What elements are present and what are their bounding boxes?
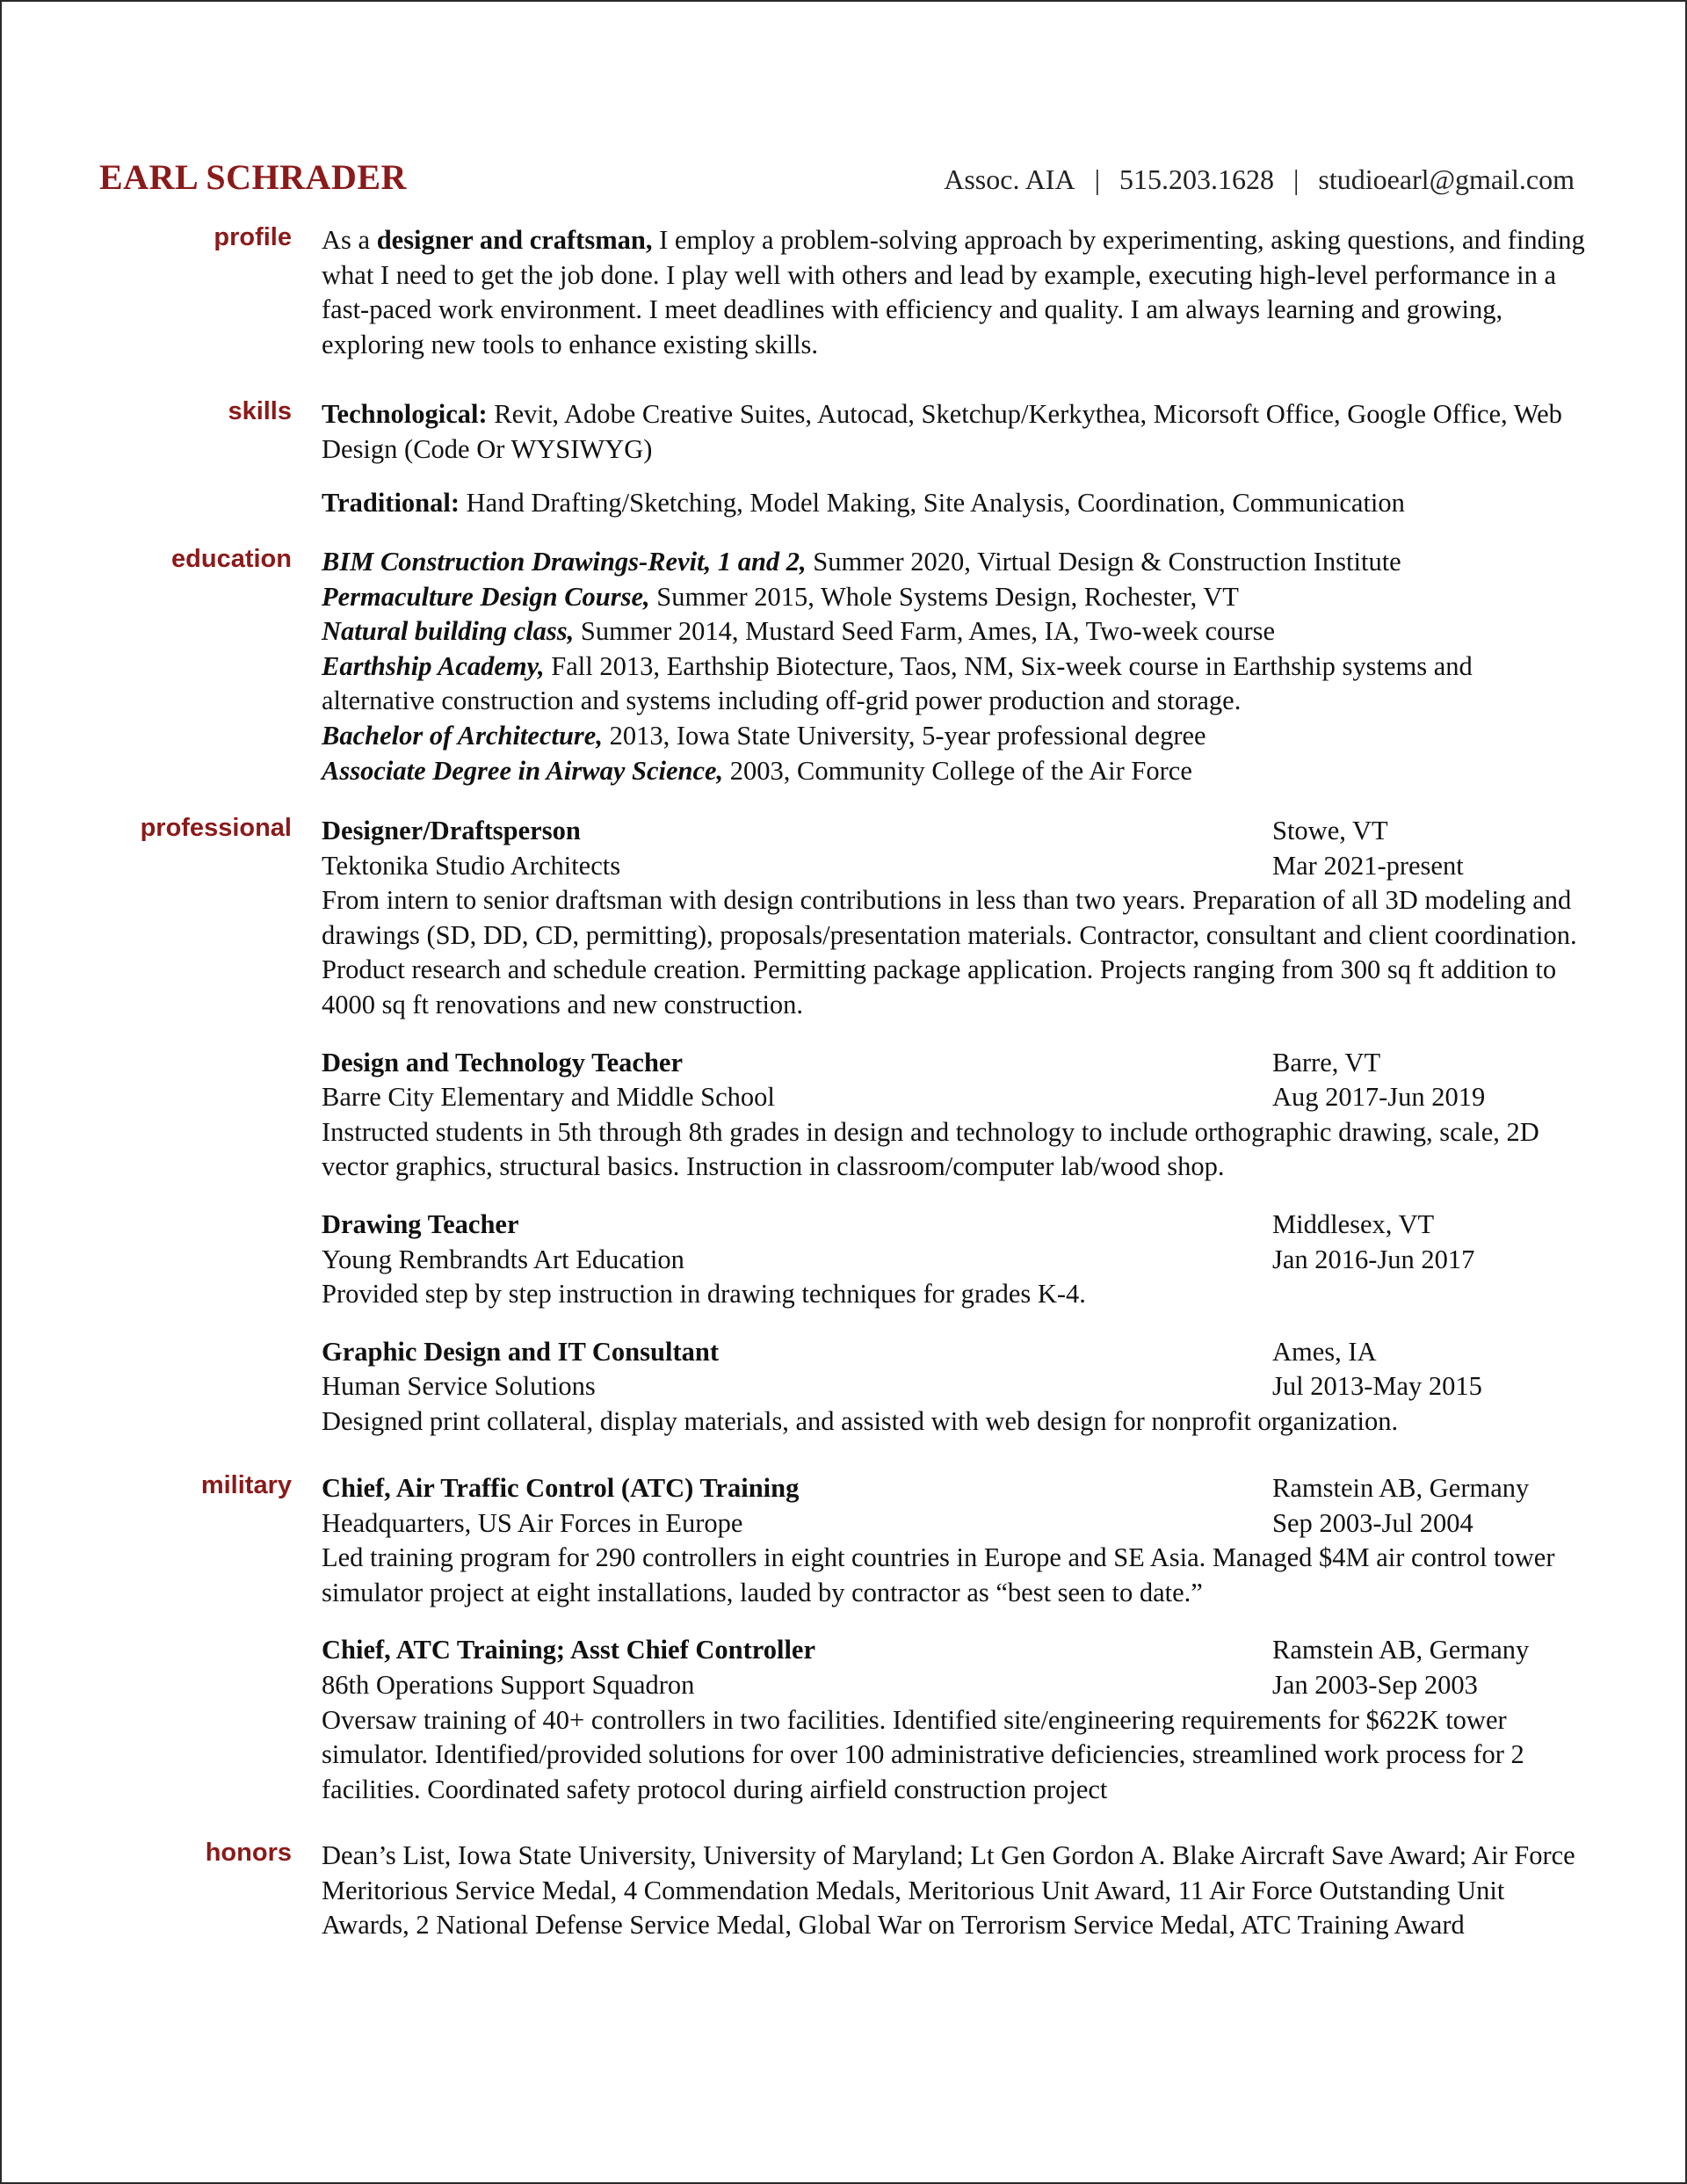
job-entry [322, 1633, 1587, 1807]
job-entry [322, 1046, 1587, 1185]
job-location: Ramstein AB, Germany [1272, 1473, 1530, 1503]
job-title: Chief, ATC Training; Asst Chief Controller [322, 1635, 816, 1665]
section-label-honors: honors [205, 1839, 292, 1867]
education-item: Permaculture Design Course, Summer 2015, Whole Systems Design, Rochester, VT [322, 581, 1239, 612]
education-item: Natural building class, Summer 2014, Mustard Seed Farm, Ames, IA, Two-week course [322, 616, 1276, 647]
job-organization: Young Rembrandts Art Education [322, 1244, 684, 1274]
education-content [322, 545, 1587, 788]
job-title: Drawing Teacher [322, 1208, 519, 1239]
job-organization: 86th Operations Support Squadron [322, 1669, 695, 1700]
credential: Assoc. AIA [944, 163, 1075, 195]
job-entry [322, 1335, 1587, 1440]
job-title: Chief, Air Traffic Control (ATC) Training [322, 1473, 800, 1503]
job-entry [322, 1208, 1587, 1312]
candidate-name: EARL SCHRADER [99, 157, 407, 197]
contact-separator: | [1292, 163, 1300, 195]
resume-header [99, 156, 1575, 198]
education-item: Associate Degree in Airway Science, 2003, Community College of the Air Force [322, 755, 1192, 786]
job-title: Graphic Design and IT Consultant [322, 1336, 719, 1367]
contact-line [944, 163, 1575, 196]
job-location: Ames, IA [1272, 1336, 1377, 1367]
job-dates: Jan 2003-Sep 2003 [1272, 1669, 1478, 1700]
skills-technological: Technological: Revit, Adobe Creative Suites, Autocad, Sketchup/Kerkythea, Micorsoft Office, Google Office, Web Design (Code Or WYSIWYG) [322, 399, 1562, 464]
profile-text: As a designer and craftsman, I employ a problem-solving approach by experimenting, asking questions, and finding what I need to get the job done. I play well with others and lead by example, executing high-level performance in a fast-paced work environment. I meet deadlines with efficiency and quality. I am always learning and growing, exploring new tools to enhance existing skills. [322, 225, 1585, 359]
skills-content [322, 397, 1587, 521]
section-label-skills: skills [228, 397, 292, 425]
job-dates: Aug 2017-Jun 2019 [1272, 1082, 1486, 1113]
job-description: Led training program for 290 controllers in eight countries in Europe and SE Asia. Managed $4M air control tower simulator project at eight installations, lauded by contractor as “best seen to date.” [322, 1542, 1555, 1607]
job-location: Middlesex, VT [1272, 1208, 1435, 1239]
job-organization: Barre City Elementary and Middle School [322, 1082, 775, 1113]
section-label-military: military [200, 1471, 292, 1499]
professional-content [322, 814, 1587, 1440]
profile-highlight: designer and craftsman, [376, 225, 653, 255]
email-address: studioearl@gmail.com [1318, 163, 1575, 195]
contact-separator: | [1094, 163, 1100, 195]
honors-content [322, 1839, 1587, 1943]
job-title: Design and Technology Teacher [322, 1047, 683, 1077]
profile-content [322, 223, 1587, 362]
military-content [322, 1471, 1587, 1807]
section-label-profile: profile [214, 223, 292, 251]
job-dates: Jul 2013-May 2015 [1272, 1371, 1482, 1402]
phone-number: 515.203.1628 [1119, 163, 1274, 195]
job-organization: Headquarters, US Air Forces in Europe [322, 1507, 743, 1538]
job-description: From intern to senior draftsman with design contributions in less than two years. Preparation of all 3D modeling and drawings (SD, DD, CD, permitting), proposals/presentation materials. Contractor, consultant and client coordination. Product research and schedule creation. Permitting package application. Projects ranging from 300 sq ft addition to 4000 sq ft renovations and new construction. [322, 885, 1577, 1019]
job-dates: Jan 2016-Jun 2017 [1272, 1244, 1475, 1274]
job-location: Stowe, VT [1272, 816, 1388, 845]
job-description: Instructed students in 5th through 8th grades in design and technology to include orthographic drawing, scale, 2D vector graphics, structural basics. Instruction in classroom/computer lab/wood shop. [322, 1116, 1539, 1182]
job-description: Provided step by step instruction in drawing techniques for grades K-4. [322, 1279, 1086, 1310]
skills-traditional: Traditional: Hand Drafting/Sketching, Model Making, Site Analysis, Coordination, Communication [322, 488, 1405, 519]
job-organization: Tektonika Studio Architects [322, 850, 621, 881]
job-entry [322, 1471, 1587, 1610]
education-item: BIM Construction Drawings-Revit, 1 and 2, Summer 2020, Virtual Design & Construction Institute [322, 547, 1401, 577]
honors-text: Dean’s List, Iowa State University, University of Maryland; Lt Gen Gordon A. Blake Aircraft Save Award; Air Force Meritorious Service Medal, 4 Commendation Medals, Meritorious Unit Award, 11 Air Force Outstanding Unit Awards, 2 National Defense Service Medal, Global War on Terrorism Service Medal, ATC Training Award [322, 1840, 1575, 1941]
job-description: Oversaw training of 40+ controllers in two facilities. Identified site/engineering requirements for $622K tower simulator. Identified/provided solutions for over 100 administrative deficiencies, streamlined work process for 2 facilities. Coordinated safety protocol during airfield construction project [322, 1704, 1524, 1804]
job-location: Ramstein AB, Germany [1272, 1635, 1530, 1665]
education-item: Bachelor of Architecture, 2013, Iowa State University, 5-year professional degree [322, 720, 1206, 751]
job-title: Designer/Draftsperson [322, 816, 581, 845]
job-dates: Sep 2003-Jul 2004 [1272, 1507, 1473, 1538]
job-entry [322, 814, 1587, 1023]
section-label-professional: professional [140, 814, 292, 842]
education-item: Earthship Academy, Fall 2013, Earthship Biotecture, Taos, NM, Six-week course in Earthship systems and alternative construction and systems including off-grid power production and storage. [322, 650, 1473, 716]
job-dates: Mar 2021-present [1272, 850, 1464, 881]
job-organization: Human Service Solutions [322, 1371, 596, 1402]
section-label-education: education [171, 545, 292, 573]
job-description: Designed print collateral, display materials, and assisted with web design for nonprofit organization. [322, 1405, 1399, 1436]
job-location: Barre, VT [1272, 1047, 1381, 1077]
